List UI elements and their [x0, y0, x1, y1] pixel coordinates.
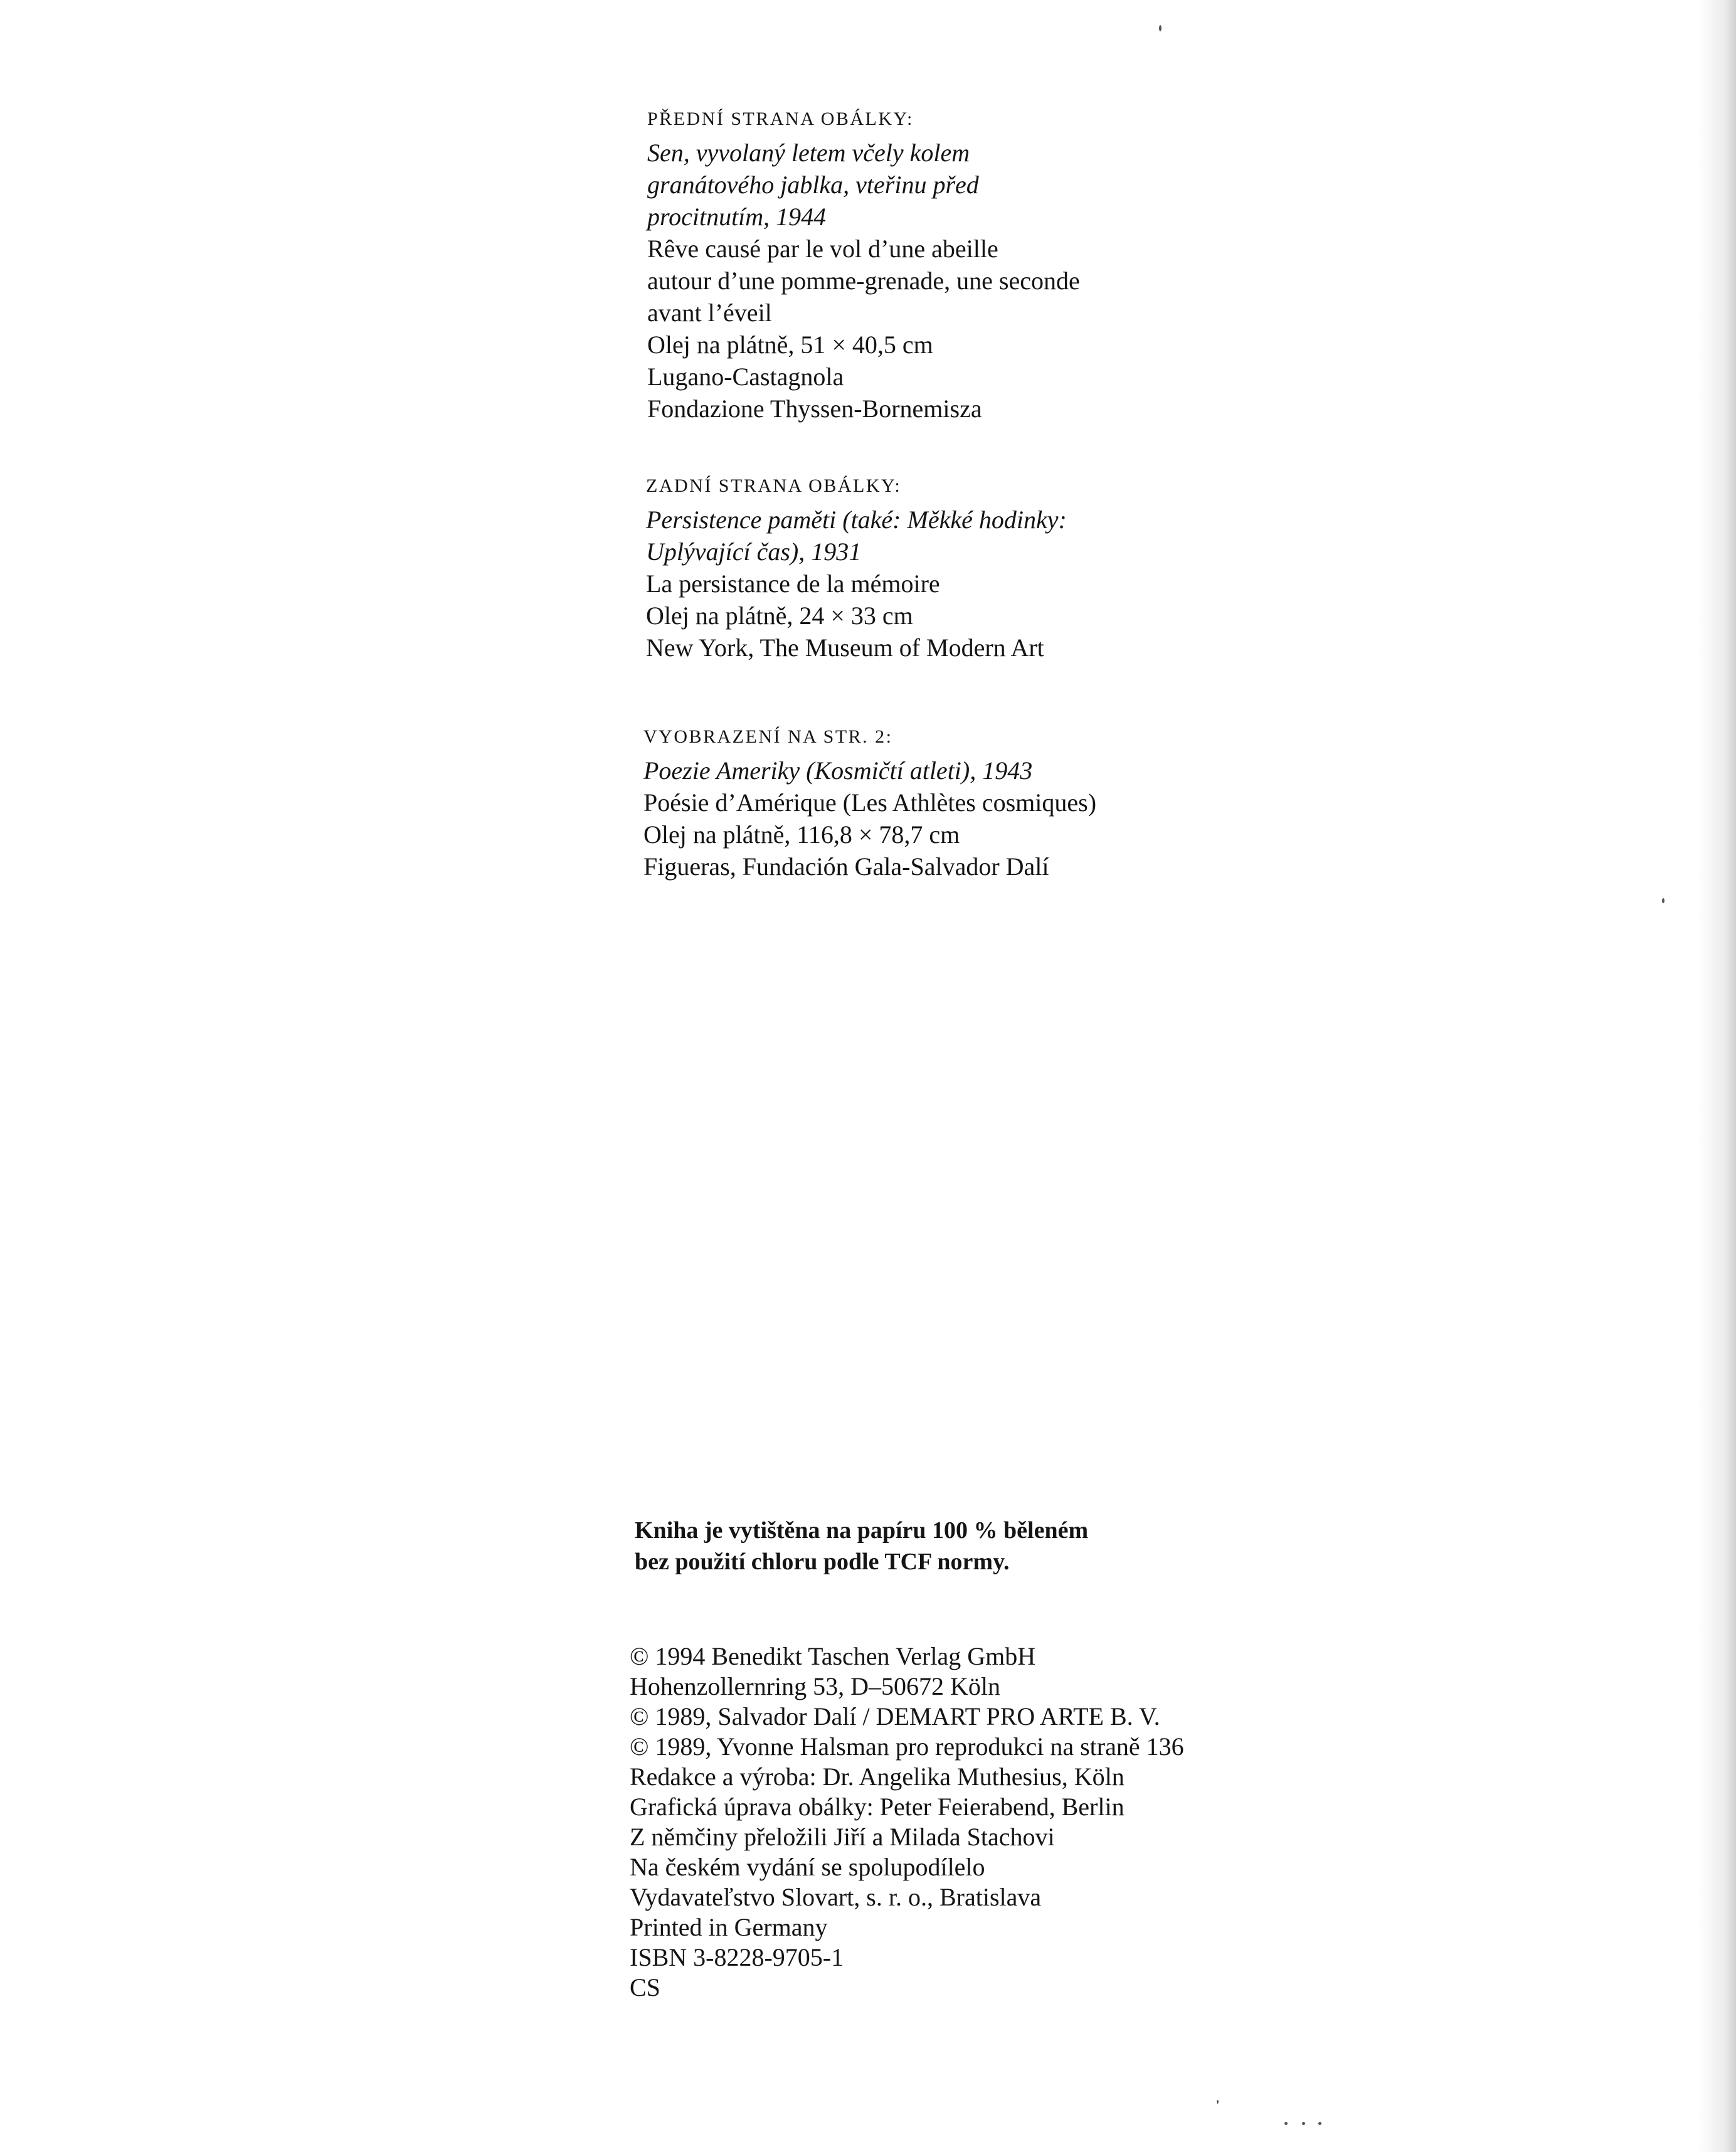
scan-speck	[1159, 25, 1162, 31]
page2-location: Figueras, Fundación Gala-Salvador Dalí	[643, 852, 1049, 881]
co-publisher-name: Vydavateľstvo Slovart, s. r. o., Bratislava	[630, 1883, 1042, 1911]
photo-copyright: © 1989, Yvonne Halsman pro reprodukci na straně 136	[630, 1732, 1184, 1761]
printed-in: Printed in Germany	[630, 1913, 828, 1941]
front-cover-caption: PŘEDNÍ STRANA OBÁLKY:	[647, 109, 914, 129]
publication-info	[630, 1641, 1184, 2003]
back-cover-caption: ZADNÍ STRANA OBÁLKY:	[646, 475, 902, 496]
front-cover-location-line: Lugano-Castagnola	[647, 363, 844, 391]
publisher-address: Hohenzollernring 53, D–50672 Köln	[630, 1672, 1001, 1700]
front-cover-title-line: granátového jablka, vteřinu před	[647, 171, 979, 199]
translation-credit: Z němčiny přeložili Jiří a Milada Stachovi	[630, 1823, 1055, 1851]
scan-speck	[1302, 2122, 1305, 2125]
page-edge-shadow	[1698, 0, 1736, 2152]
scan-speck	[1318, 2122, 1321, 2125]
back-cover-title-line: Uplývající čas), 1931	[646, 538, 862, 566]
front-cover-title-line: Sen, vyvolaný letem včely kolem	[647, 139, 970, 167]
front-cover-credits	[647, 107, 1080, 425]
front-cover-french-title-line: autour d’une pomme-grenade, une seconde	[647, 267, 1080, 295]
co-publisher-line: Na českém vydání se spolupodílelo	[630, 1853, 985, 1881]
back-cover-credits	[646, 474, 1067, 664]
front-cover-location-line: Fondazione Thyssen-Bornemisza	[647, 395, 982, 423]
scan-speck	[1217, 2100, 1219, 2104]
scan-speck	[1284, 2122, 1288, 2125]
scan-speck	[1662, 898, 1665, 903]
back-cover-location: New York, The Museum of Modern Art	[646, 633, 1044, 662]
page2-caption: VYOBRAZENÍ NA STR. 2:	[643, 726, 893, 747]
page2-french-title: Poésie d’Amérique (Les Athlètes cosmiques)	[643, 788, 1097, 817]
page2-illustration-credits	[643, 724, 1096, 883]
editorial-credit: Redakce a výroba: Dr. Angelika Muthesius, Köln	[630, 1762, 1125, 1791]
paper-note	[635, 1515, 1088, 1577]
page2-medium: Olej na plátně, 116,8 × 78,7 cm	[643, 820, 960, 849]
paper-note-line: bez použití chloru podle TCF normy.	[635, 1549, 1010, 1575]
page2-title: Poezie Ameriky (Kosmičtí atleti), 1943	[643, 756, 1033, 785]
back-cover-title-line: Persistence paměti (také: Měkké hodinky:	[646, 506, 1067, 534]
paper-note-line: Kniha je vytištěna na papíru 100 % běleném	[635, 1517, 1089, 1544]
front-cover-medium: Olej na plátně, 51 × 40,5 cm	[647, 331, 933, 359]
front-cover-french-title-line: Rêve causé par le vol d’une abeille	[647, 235, 998, 263]
front-cover-title-line: procitnutím, 1944	[647, 203, 827, 231]
language-code: CS	[630, 1973, 660, 2001]
isbn: ISBN 3-8228-9705-1	[630, 1943, 844, 1971]
publisher-copyright: © 1994 Benedikt Taschen Verlag GmbH	[630, 1642, 1036, 1670]
back-cover-medium: Olej na plátně, 24 × 33 cm	[646, 602, 913, 630]
cover-design-credit: Grafická úprava obálky: Peter Feierabend, Berlin	[630, 1793, 1125, 1821]
artwork-copyright: © 1989, Salvador Dalí / DEMART PRO ARTE B. V.	[630, 1702, 1160, 1731]
front-cover-french-title-line: avant l’éveil	[647, 299, 772, 327]
back-cover-french-title: La persistance de la mémoire	[646, 570, 940, 598]
